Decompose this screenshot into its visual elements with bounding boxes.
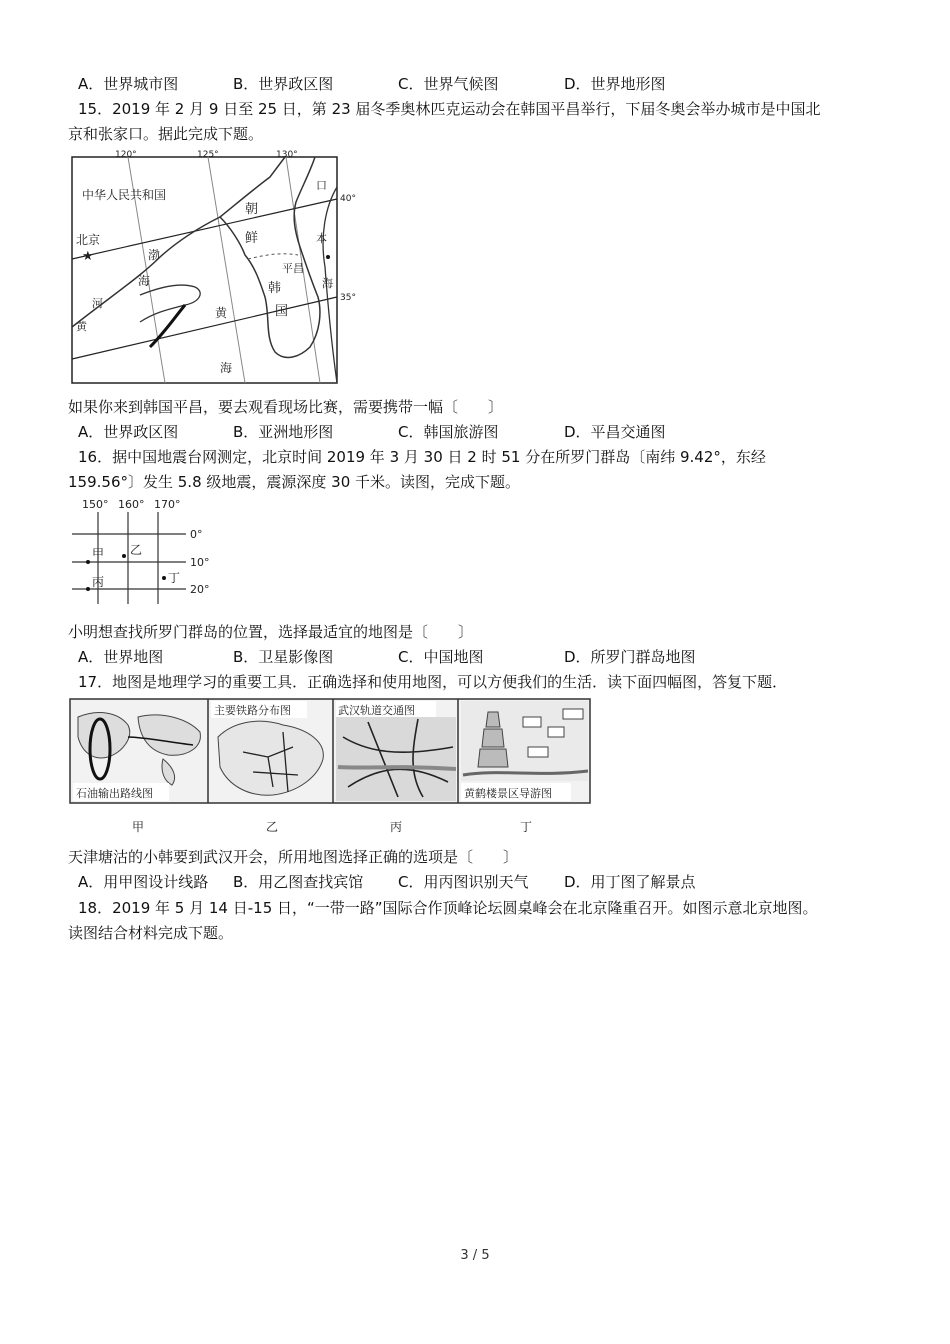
q15-option-b[interactable]: B．亚洲地形图 [233,423,334,441]
q15-sub-question: 如果你来到韩国平昌，要去观看现场比赛，需要携带一幅〔 〕 [68,398,504,416]
lon-label-125: 125° [197,150,219,160]
label-pingchang: 平昌 [282,262,304,275]
point-jia [86,560,90,564]
q14-option-c[interactable]: C．世界气候图 [398,75,499,93]
beijing-star-icon: ★ [82,249,94,264]
label-huang: 黄 [215,306,228,320]
panel-bing-label: 丙 [390,820,403,834]
label-china: 中华人民共和国 [82,188,167,202]
point-bing-label: 丙 [92,575,105,589]
q15-stem-line1: 15．2019 年 2 月 9 日至 25 日，第 23 届冬季奥林匹克运动会在韩国平昌举行，下届冬奥会举办城市是中国北 [78,100,821,118]
panel-ding-label: 丁 [520,820,533,834]
label-han: 韩 [268,281,282,296]
q18-stem-line1: 18．2019 年 5 月 14 日-15 日，“一带一路”国际合作顶峰论坛圆桌峰会在北京隆重召开。如图示意北京地图。 [78,899,818,917]
pingchang-dot [326,255,330,259]
label-ben: 本 [316,232,327,245]
q17-stem: 17．地图是地理学习的重要工具．正确选择和使用地图，可以方便我们的生活．读下面四幅图，答复下题． [78,673,788,691]
panel-ding-map [461,701,588,781]
lat-label-40: 40° [340,194,356,204]
q17-option-d[interactable]: D．用丁图了解景点 [564,873,696,891]
label-beijing: 北京 [76,233,101,247]
label-bohai-hai: 海 [138,274,151,288]
label-huanghai-hai: 海 [220,361,233,375]
q16-option-c[interactable]: C．中国地图 [398,648,484,666]
grid-lon-170: 170° [154,498,181,511]
label-riben-hai: 海 [322,277,333,290]
point-ding-label: 丁 [168,571,181,585]
q16-stem-line2: 159.56°〕发生 5.8 级地震，震源深度 30 千米。读图，完成下题。 [68,473,521,491]
q14-option-d[interactable]: D．世界地形图 [564,75,666,93]
korea-map [70,147,360,387]
q15-option-d[interactable]: D．平昌交通图 [564,423,666,441]
q16-option-a[interactable]: A．世界地图 [78,648,164,666]
q15-option-a[interactable]: A．世界政区图 [78,423,179,441]
grid-lon-160: 160° [118,498,145,511]
point-yi-label: 乙 [130,543,143,557]
point-bing [86,587,90,591]
panel-jia-label: 甲 [132,820,145,834]
lat-label-35: 35° [340,293,356,303]
q16-sub-question: 小明想查找所罗门群岛的位置，选择最适宜的地图是〔 〕 [68,623,474,641]
panel-ding-title: 黄鹤楼景区导游图 [464,787,552,800]
lon-label-130: 130° [276,150,298,160]
panel-bing-title: 武汉轨道交通图 [338,704,415,717]
q15-stem-line2: 京和张家口。据此完成下题。 [68,125,264,143]
q17-option-a[interactable]: A．用甲图设计线路 [78,873,209,891]
label-huang-river: 黄 [76,320,87,333]
q17-option-b[interactable]: B．用乙图查找宾馆 [233,873,364,891]
label-kou: 口 [316,179,327,192]
label-chao: 朝 [245,202,259,217]
grid-lat-20: 20° [190,583,210,596]
page-number: 3 / 5 [460,1248,490,1263]
q16-stem-line1: 16．据中国地震台网测定，北京时间 2019 年 3 月 30 日 2 时 51 分在所罗门群岛〔南纬 9.42°，东经 [78,448,766,466]
point-ding [162,576,166,580]
panel-yi-title: 主要铁路分布图 [214,704,291,717]
panel-bing-map [336,717,456,801]
label-xian: 鲜 [245,231,259,246]
q18-stem-line2: 读图结合材料完成下题。 [68,924,234,942]
q14-option-a[interactable]: A．世界城市图 [78,75,179,93]
grid-lat-0: 0° [190,528,203,541]
point-jia-label: 甲 [92,547,105,561]
label-guo: 国 [275,304,289,319]
label-bo: 渤 [148,248,161,262]
q14-option-b[interactable]: B．世界政区图 [233,75,334,93]
q15-option-c[interactable]: C．韩国旅游图 [398,423,499,441]
lat-lon-grid [68,494,228,609]
lon-label-120: 120° [115,150,137,160]
q16-option-d[interactable]: D．所罗门群岛地图 [564,648,696,666]
four-maps-figure [68,697,593,839]
grid-lat-10: 10° [190,556,210,569]
point-yi [122,554,126,558]
q17-sub-question: 天津塘沽的小韩要到武汉开会，所用地图选择正确的选项是〔 〕 [68,848,519,866]
panel-jia-title: 石油输出路线图 [76,787,153,800]
label-he: 河 [92,297,103,310]
panel-yi-label: 乙 [266,820,279,834]
q17-option-c[interactable]: C．用丙图识别天气 [398,873,529,891]
grid-lon-150: 150° [82,498,109,511]
q16-option-b[interactable]: B．卫星影像图 [233,648,334,666]
